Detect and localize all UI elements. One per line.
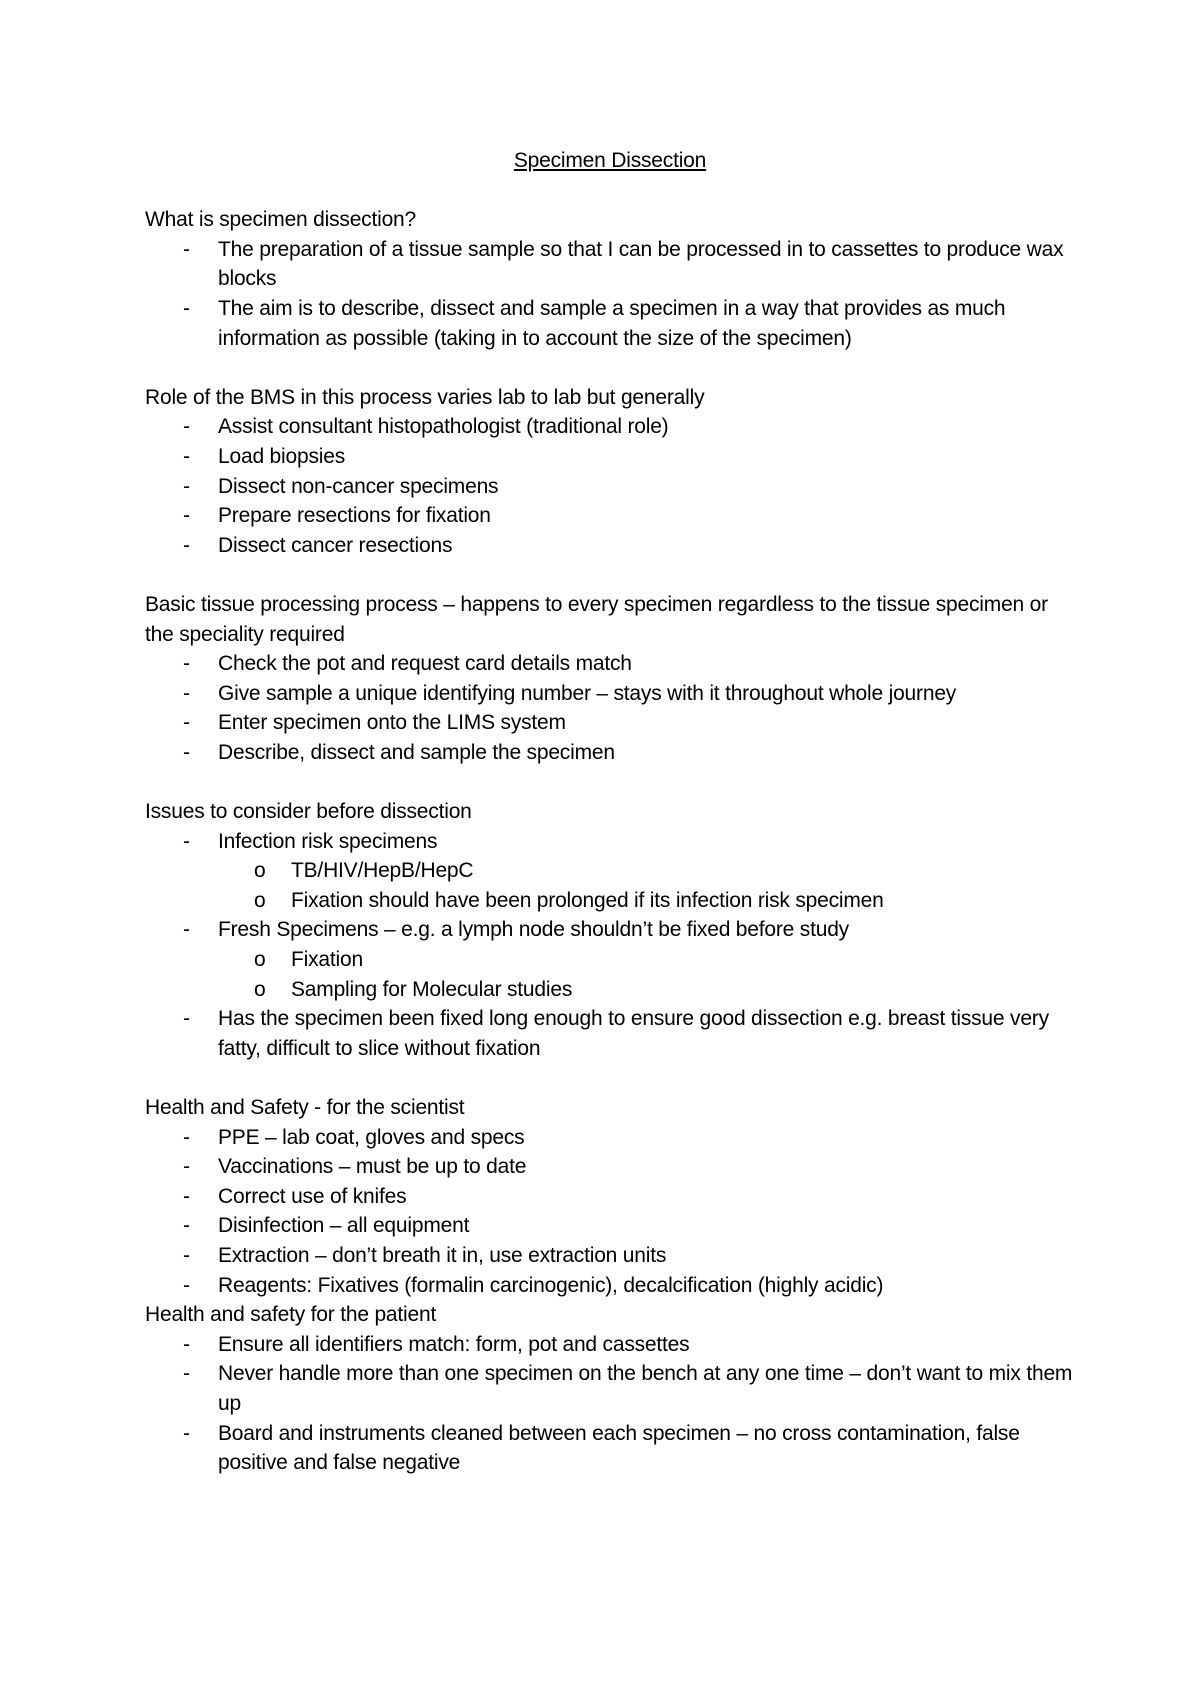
section-heading: Role of the BMS in this process varies lab to lab but generally — [145, 385, 705, 409]
list-item-text: Dissect cancer resections — [218, 533, 453, 557]
dash-bullet: - — [183, 1243, 190, 1267]
list-item — [145, 1419, 1075, 1478]
list-item-text: The preparation of a tissue sample so that I can be processed in to cassettes to produce wax blocks — [218, 237, 1064, 291]
section-issues-before-dissection — [145, 797, 1075, 1063]
list-item-text: Correct use of knifes — [218, 1184, 407, 1208]
list-item — [145, 412, 1075, 442]
section-health-safety-patient — [145, 1300, 1075, 1478]
list-item-text: Has the specimen been fixed long enough to ensure good dissection e.g. breast tissue very fatty, difficult to slice without fixation — [218, 1007, 1049, 1060]
list-item-text: Board and instruments cleaned between each specimen – no cross contamination, false positive and false negative — [218, 1421, 1020, 1475]
dash-bullet: - — [183, 740, 190, 764]
list-item-text: Describe, dissect and sample the specimen — [218, 740, 615, 764]
sub-list-item — [218, 886, 1075, 916]
dash-bullet: - — [183, 1214, 190, 1238]
sub-list-item — [218, 975, 1075, 1005]
list-item-text: Infection risk specimens — [218, 829, 438, 853]
list-item — [145, 442, 1075, 472]
list-item-text: Enter specimen onto the LIMS system — [218, 711, 566, 735]
list-item — [145, 1359, 1075, 1418]
bullet-list — [145, 412, 1075, 560]
list-item — [145, 708, 1075, 738]
list-item — [145, 472, 1075, 502]
list-item — [145, 501, 1075, 531]
sub-list-item-text: Fixation — [291, 948, 363, 972]
dash-bullet: - — [183, 918, 190, 942]
list-item-text: Reagents: Fixatives (formalin carcinogenic), decalcification (highly acidic) — [218, 1273, 884, 1297]
document-body — [145, 146, 1075, 1507]
list-item — [145, 1330, 1075, 1360]
circle-bullet: o — [254, 859, 266, 883]
list-item — [145, 915, 1075, 1004]
list-item-text: Prepare resections for fixation — [218, 504, 491, 528]
circle-bullet: o — [254, 977, 266, 1001]
section-heading: Health and safety for the patient — [145, 1303, 437, 1327]
list-item-text: PPE – lab coat, gloves and specs — [218, 1125, 525, 1149]
circle-bullet: o — [254, 948, 266, 972]
dash-bullet: - — [183, 1421, 190, 1445]
section-health-safety-scientist — [145, 1093, 1075, 1300]
list-item-text: Assist consultant histopathologist (traditional role) — [218, 415, 669, 439]
list-item — [145, 1004, 1075, 1063]
section-heading: Health and Safety - for the scientist — [145, 1096, 465, 1119]
dash-bullet: - — [183, 1273, 190, 1297]
section-heading: Basic tissue processing process – happens to every specimen regardless to the tissue specimen or the speciality required — [145, 592, 1048, 646]
bullet-list — [145, 827, 1075, 1064]
dash-bullet: - — [183, 1007, 190, 1031]
list-item — [145, 649, 1075, 679]
list-item-text: The aim is to describe, dissect and sample a specimen in a way that provides as much information as possible (taking in to account the size of the specimen) — [218, 296, 1006, 350]
section-basic-processing — [145, 590, 1075, 768]
bullet-list — [145, 235, 1075, 353]
document-title: Specimen Dissection — [513, 149, 707, 172]
sub-list-item-text: Sampling for Molecular studies — [291, 977, 573, 1001]
list-item-text: Vaccinations – must be up to date — [218, 1155, 527, 1179]
section-heading: What is specimen dissection? — [145, 208, 417, 232]
section-what-is-dissection — [145, 205, 1075, 353]
list-item — [145, 531, 1075, 561]
list-item-text: Give sample a unique identifying number – stays with it throughout whole journey — [218, 681, 957, 705]
sub-list-item — [218, 945, 1075, 975]
bullet-list — [145, 649, 1075, 767]
section-heading: Issues to consider before dissection — [145, 800, 472, 824]
dash-bullet: - — [183, 1125, 190, 1149]
list-item — [145, 1152, 1075, 1182]
sub-list-item — [218, 856, 1075, 886]
list-item — [145, 1123, 1075, 1153]
dash-bullet: - — [183, 1362, 190, 1386]
list-item — [145, 235, 1075, 294]
sub-list-item-text: TB/HIV/HepB/HepC — [291, 859, 474, 883]
dash-bullet: - — [183, 829, 190, 853]
dash-bullet: - — [183, 533, 190, 557]
list-item-text: Never handle more than one specimen on the bench at any one time – don’t want to mix them up — [218, 1362, 1073, 1415]
list-item — [145, 1182, 1075, 1212]
dash-bullet: - — [183, 237, 190, 261]
dash-bullet: - — [183, 474, 190, 498]
list-item-text: Fresh Specimens – e.g. a lymph node shouldn’t be fixed before study — [218, 918, 849, 942]
sub-list-item-text: Fixation should have been prolonged if its infection risk specimen — [291, 888, 884, 912]
list-item-text: Disinfection – all equipment — [218, 1214, 470, 1238]
list-item — [145, 827, 1075, 916]
bullet-list — [145, 1123, 1075, 1301]
list-item — [145, 294, 1075, 353]
dash-bullet: - — [183, 1332, 190, 1356]
dash-bullet: - — [183, 681, 190, 705]
list-item — [145, 1211, 1075, 1241]
list-item-text: Load biopsies — [218, 444, 345, 468]
dash-bullet: - — [183, 504, 190, 528]
bullet-list — [145, 1330, 1075, 1478]
section-role-of-bms — [145, 383, 1075, 561]
list-item — [145, 1271, 1075, 1301]
dash-bullet: - — [183, 711, 190, 735]
sub-bullet-list — [218, 945, 1075, 1004]
dash-bullet: - — [183, 1155, 190, 1179]
dash-bullet: - — [183, 415, 190, 439]
dash-bullet: - — [183, 296, 190, 320]
dash-bullet: - — [183, 1184, 190, 1208]
list-item — [145, 1241, 1075, 1271]
dash-bullet: - — [183, 652, 190, 676]
list-item — [145, 679, 1075, 709]
circle-bullet: o — [254, 888, 266, 912]
list-item-text: Check the pot and request card details match — [218, 652, 632, 676]
list-item-text: Ensure all identifiers match: form, pot and cassettes — [218, 1332, 690, 1356]
list-item-text: Dissect non-cancer specimens — [218, 474, 499, 498]
list-item — [145, 738, 1075, 768]
sub-bullet-list — [218, 856, 1075, 915]
dash-bullet: - — [183, 444, 190, 468]
list-item-text: Extraction – don’t breath it in, use extraction units — [218, 1243, 667, 1267]
